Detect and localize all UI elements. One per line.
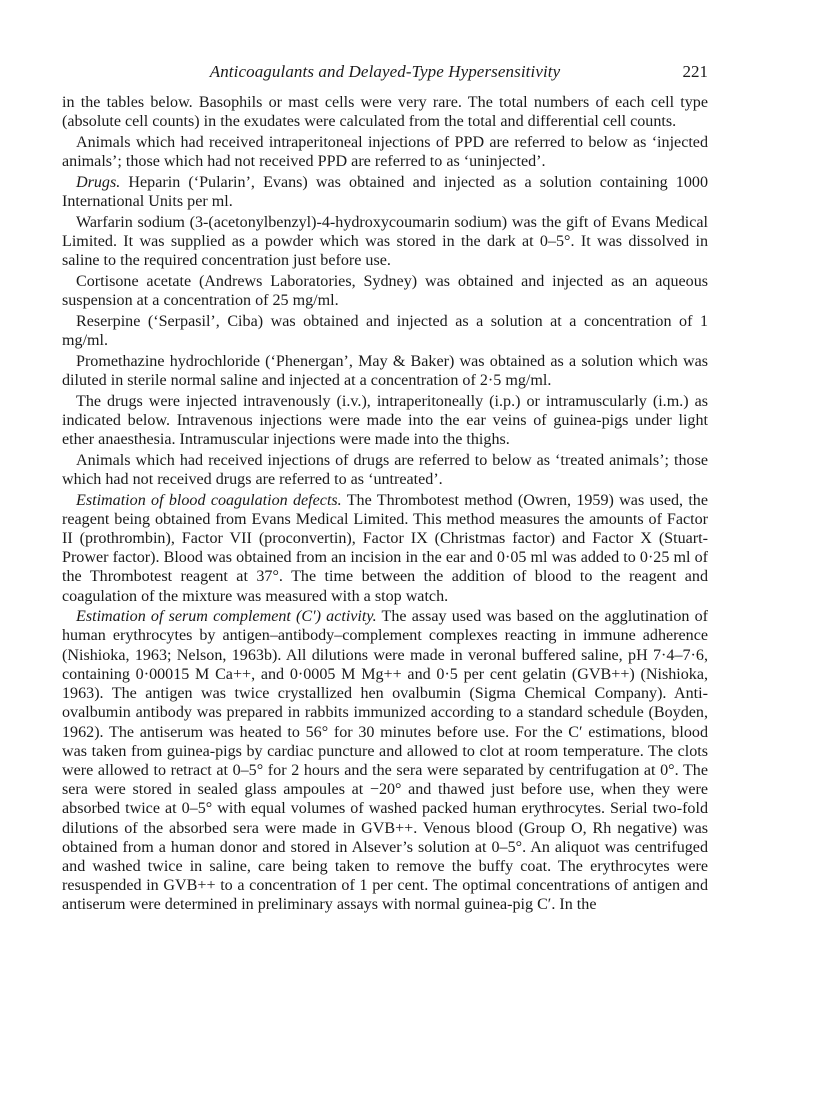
paragraph — [62, 607, 708, 914]
paragraph — [62, 93, 708, 131]
section-heading-drugs: Drugs. — [76, 173, 121, 191]
paragraph — [62, 451, 708, 489]
section-heading-coagulation: Estimation of blood coagulation defects. — [76, 491, 342, 509]
paragraph — [62, 491, 708, 606]
paragraph-text: The Thrombotest method (Owren, 1959) was used, the reagent being obtained from Evans Medical Limited. This method measures the amounts of Factor II (prothrombin), Factor VII (proconvertin), Factor IX (Christmas factor) and Factor X (Stuart-Prower factor). Blood was obtained from an incision in the ear and 0·05 ml was added to 0·25 ml of the Thrombotest reagent at 37°. The time between the addition of blood to the reagent and coagulation of the mixture was measured with a stop watch. — [62, 491, 708, 605]
paragraph-text: Heparin (‘Pularin’, Evans) was obtained and injected as a solution containing 1000 International Units per ml. — [62, 173, 708, 211]
paragraph — [62, 392, 708, 450]
paragraph-text: Warfarin sodium (3-(acetonylbenzyl)-4-hydroxycoumarin sodium) was the gift of Evans Medical Limited. It was supplied as a powder which was stored in the dark at 0–5°. It was dissolved in saline to the required concentration just before use. — [62, 213, 708, 270]
body-text — [62, 93, 708, 916]
paragraph — [62, 133, 708, 171]
paragraph-text: in the tables below. Basophils or mast cells were very rare. The total numbers of each cell type (absolute cell counts) in the exudates were calculated from the total and differential cell counts. — [62, 94, 708, 131]
paragraph-text: The assay used was based on the agglutination of human erythrocytes by antigen–antibody–complement complexes reacting in immune adherence (Nishioka, 1963; Nelson, 1963b). All dilutions were made in veronal buffered saline, pH 7·4–7·6, containing 0·00015 M Ca++, and 0·0005 M Mg++ and 0·5 per cent gelatin (GVB++) (Nishioka, 1963). The antigen was twice crystallized hen ovalbumin (Sigma Chemical Company). Anti-ovalbumin antibody was prepared in rabbits immunized according to a standard schedule (Boyden, 1962). The antiserum was heated to 56° for 30 minutes before use. For the C′ estimations, blood was taken from guinea-pigs by cardiac puncture and allowed to clot at room temperature. The clots were allowed to retract at 0–5° for 2 hours and the sera were separated by centrifugation at 0°. The sera were stored in sealed glass ampoules at −20° and thawed just before use, when they were absorbed twice at 0–5° with equal volumes of washed packed human erythrocytes. Serial two-fold dilutions of the absorbed sera were made in GVB++. Venous blood (Group O, Rh negative) was obtained from a human donor and stored in Alsever’s solution at 0–5°. An aliquot was centrifuged and washed twice in saline, care being taken to remove the buffy coat. The erythrocytes were resuspended in GVB++ to a concentration of 1 per cent. The optimal concentrations of antigen and antiserum were determined in preliminary assays with normal guinea-pig C′. In the — [62, 608, 708, 914]
paragraph-text: Promethazine hydrochloride (‘Phenergan’, May & Baker) was obtained as a solution which was diluted in sterile normal saline and injected at a concentration of 2·5 mg/ml. — [62, 352, 708, 389]
paragraph-text: Animals which had received injections of drugs are referred to below as ‘treated animals’; those which had not received drugs are referred to as ‘untreated’. — [62, 451, 708, 488]
section-heading-complement: Estimation of serum complement (C′) activity. — [76, 608, 377, 626]
paragraph — [62, 173, 708, 211]
running-title: Anticoagulants and Delayed-Type Hypersensitivity — [209, 62, 561, 81]
page-header — [62, 62, 708, 88]
paragraph — [62, 352, 708, 390]
paragraph-text: The drugs were injected intravenously (i.v.), intraperitoneally (i.p.) or intramuscularly (i.m.) as indicated below. Intravenous injections were made into the ear veins of guinea-pigs under light ether anaesthesia. Intramuscular injections were made into the thighs. — [62, 392, 708, 448]
paragraph-text: Cortisone acetate (Andrews Laboratories, Sydney) was obtained and injected as an aqueous suspension at a concentration of 25 mg/ml. — [62, 272, 708, 310]
paragraph — [62, 312, 708, 350]
paragraph-text: Animals which had received intraperitoneal injections of PPD are referred to below as ‘injected animals’; those which had not received PPD are referred to as ‘uninjected’. — [62, 133, 708, 171]
paragraph — [62, 213, 708, 271]
paragraph — [62, 272, 708, 310]
paragraph-text: Reserpine (‘Serpasil’, Ciba) was obtained and injected as a solution at a concentration of 1 mg/ml. — [62, 312, 708, 349]
page-number: 221 — [682, 62, 708, 81]
